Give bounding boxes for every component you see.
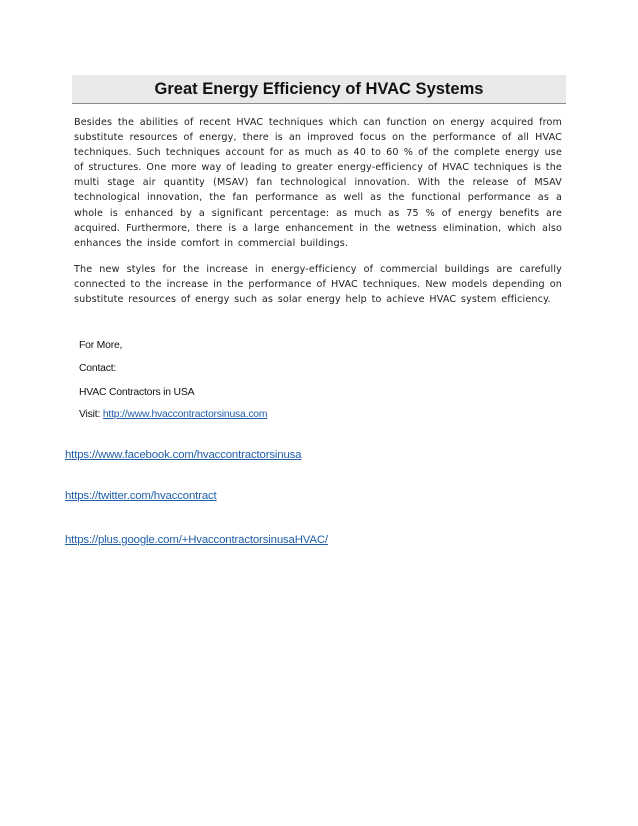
visit-label: Visit: <box>79 409 101 420</box>
body-paragraph-2: The new styles for the increase in energy-efficiency of commercial buildings are carefully connected to the increase in the performance of HVAC techniques. New models depending on substitute resources of energy such as solar energy help to achieve HVAC system efficiency. <box>74 264 562 306</box>
page-title: Great Energy Efficiency of HVAC Systems <box>154 80 484 98</box>
google-plus-link[interactable]: https://plus.google.com/+HvaccontractorsinusaHVAC/ <box>65 534 328 546</box>
contact-label: Contact: <box>79 363 117 374</box>
visit-line <box>79 408 267 421</box>
website-link[interactable]: http://www.hvaccontractorsinusa.com <box>102 409 268 420</box>
for-more-text: For More, <box>79 340 123 351</box>
facebook-link[interactable]: https://www.facebook.com/hvaccontractorsinusa <box>65 449 302 461</box>
company-name: HVAC Contractors in USA <box>79 387 195 398</box>
twitter-link[interactable]: https://twitter.com/hvaccontract <box>65 490 217 502</box>
title-banner <box>72 75 566 104</box>
body-paragraph-1: Besides the abilities of recent HVAC techniques which can function on energy acquired from substitute resources of energy, there is an improved focus on the performance of all HVAC techniques. Such techniques account for as much as 40 to 60 % of the complete energy use of structures. One more way of leading to greater energy-efficiency of HVAC techniques is the multi stage air quantity (MSAV) fan technological innovation. With the release of MSAV technological innovation, the fan performance as well as the functional performance as a whole is enhanced by a significant percentage: as much as 75 % of energy benefits are acquired. Furthermore, there is a large enhancement in the wetness elimination, which also enhances the inside comfort in commercial buildings. <box>74 117 562 249</box>
